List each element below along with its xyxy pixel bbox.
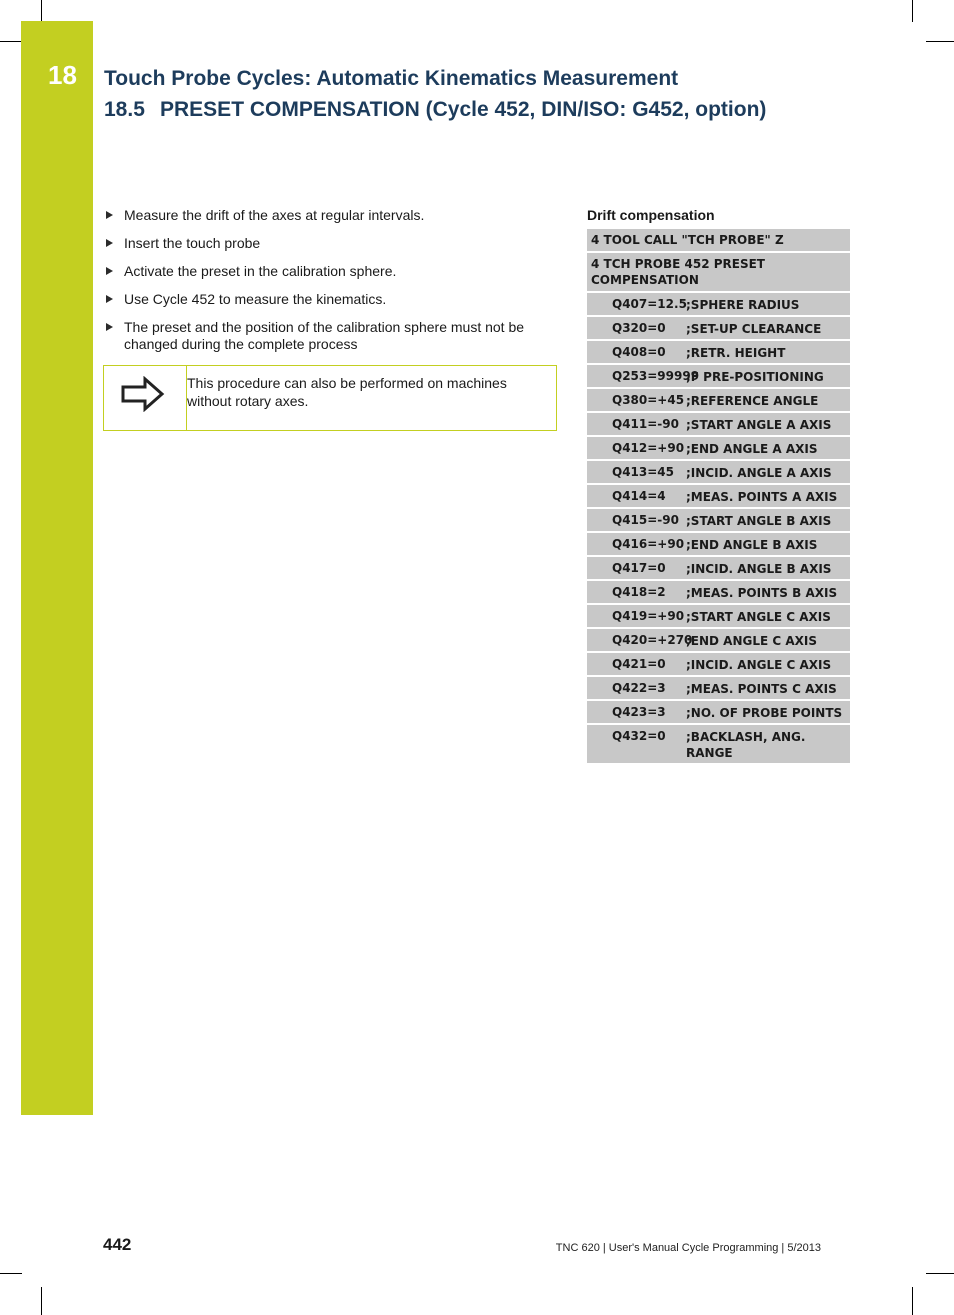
list-item: Activate the preset in the calibration sphere.: [104, 263, 556, 280]
table-row: [587, 389, 850, 413]
list-item: Measure the drift of the axes at regular intervals.: [104, 207, 556, 224]
note-text: This procedure can also be performed on machines without rotary axes.: [187, 375, 507, 409]
param-comment: ;END ANGLE B AXIS: [686, 538, 818, 552]
param-value: Q412=+90: [612, 441, 685, 455]
param-comment: ;RETR. HEIGHT: [686, 346, 786, 360]
bullet-arrow-icon: [106, 239, 113, 247]
crop-mark: [912, 0, 913, 22]
param-comment: ;MEAS. POINTS A AXIS: [686, 490, 838, 504]
list-item: Insert the touch probe: [104, 235, 556, 252]
table-row: [587, 365, 850, 389]
param-value: Q408=0: [612, 345, 666, 359]
param-comment: ;START ANGLE B AXIS: [686, 514, 832, 528]
note-box: [103, 365, 557, 431]
table-row: [587, 581, 850, 605]
param-comment: ;F PRE-POSITIONING: [686, 370, 824, 384]
param-value: Q418=2: [612, 585, 666, 599]
crop-mark: [0, 1273, 22, 1274]
param-comment: ;REFERENCE ANGLE: [686, 394, 819, 408]
nc-program-table: [587, 229, 850, 765]
program-line: 4 TOOL CALL "TCH PROBE" Z: [587, 229, 850, 253]
program-line: 4 TCH PROBE 452 PRESET COMPENSATION: [587, 253, 850, 293]
param-comment: ;SET-UP CLEARANCE: [686, 322, 822, 336]
footer-text: TNC 620 | User's Manual Cycle Programming | 5/2013: [555, 1242, 821, 1254]
arrow-right-icon: [121, 376, 165, 412]
param-comment: ;END ANGLE A AXIS: [686, 442, 818, 456]
param-value: Q411=-90: [612, 417, 679, 431]
bullet-arrow-icon: [106, 267, 113, 275]
table-row: [587, 725, 850, 765]
note-icon-cell: [104, 366, 187, 430]
table-row: [587, 485, 850, 509]
crop-mark: [41, 1287, 42, 1315]
bullet-arrow-icon: [106, 323, 113, 331]
param-value: Q253=99999: [612, 369, 700, 383]
param-comment: ;SPHERE RADIUS: [686, 298, 800, 312]
param-value: Q422=3: [612, 681, 666, 695]
param-value: Q380=+45: [612, 393, 685, 407]
list-item: Use Cycle 452 to measure the kinematics.: [104, 291, 556, 308]
param-comment: ;INCID. ANGLE B AXIS: [686, 562, 832, 576]
param-comment: ;NO. OF PROBE POINTS: [686, 706, 843, 720]
param-value: Q407=12.5: [612, 297, 687, 311]
table-row: [587, 605, 850, 629]
param-value: Q432=0: [612, 729, 666, 743]
chapter-title: Touch Probe Cycles: Automatic Kinematics Measurement: [104, 67, 679, 90]
param-value: Q415=-90: [612, 513, 679, 527]
page-number: 442: [103, 1235, 132, 1254]
param-value: Q413=45: [612, 465, 675, 479]
table-row: [587, 701, 850, 725]
param-comment: ;BACKLASH, ANG. RANGE: [686, 730, 806, 760]
crop-mark: [0, 41, 22, 42]
table-row: [587, 629, 850, 653]
table-row: [587, 557, 850, 581]
bullet-arrow-icon: [106, 211, 113, 219]
section-heading: [104, 98, 766, 122]
bullet-arrow-icon: [106, 295, 113, 303]
param-value: Q417=0: [612, 561, 666, 575]
param-comment: ;INCID. ANGLE A AXIS: [686, 466, 832, 480]
crop-mark: [912, 1287, 913, 1315]
param-comment: ;MEAS. POINTS B AXIS: [686, 586, 838, 600]
param-comment: ;END ANGLE C AXIS: [686, 634, 818, 648]
section-number: 18.5: [104, 98, 145, 121]
param-comment: ;MEAS. POINTS C AXIS: [686, 682, 837, 696]
steps-list: [104, 207, 556, 364]
table-row: [587, 437, 850, 461]
param-value: Q320=0: [612, 321, 666, 335]
table-row: [587, 341, 850, 365]
param-comment: ;INCID. ANGLE C AXIS: [686, 658, 832, 672]
section-title: PRESET COMPENSATION (Cycle 452, DIN/ISO: G452, option): [160, 98, 767, 121]
param-value: Q420=+270: [612, 633, 693, 647]
table-row: [587, 677, 850, 701]
param-comment: ;START ANGLE C AXIS: [686, 610, 831, 624]
crop-mark: [41, 0, 42, 22]
table-row: [587, 317, 850, 341]
param-value: Q423=3: [612, 705, 666, 719]
param-value: Q414=4: [612, 489, 666, 503]
table-row: [587, 461, 850, 485]
crop-mark: [926, 41, 954, 42]
drift-title: Drift compensation: [587, 207, 715, 223]
param-comment: ;START ANGLE A AXIS: [686, 418, 832, 432]
chapter-sidebar: [21, 21, 93, 1115]
table-row: [587, 533, 850, 557]
table-row: [587, 509, 850, 533]
param-value: Q419=+90: [612, 609, 685, 623]
chapter-number: 18: [48, 60, 77, 90]
param-value: Q416=+90: [612, 537, 685, 551]
table-row: [587, 653, 850, 677]
list-item: The preset and the position of the calibration sphere must not be changed during the complete process: [104, 319, 556, 353]
param-value: Q421=0: [612, 657, 666, 671]
crop-mark: [926, 1273, 954, 1274]
table-row: [587, 413, 850, 437]
table-row: [587, 293, 850, 317]
